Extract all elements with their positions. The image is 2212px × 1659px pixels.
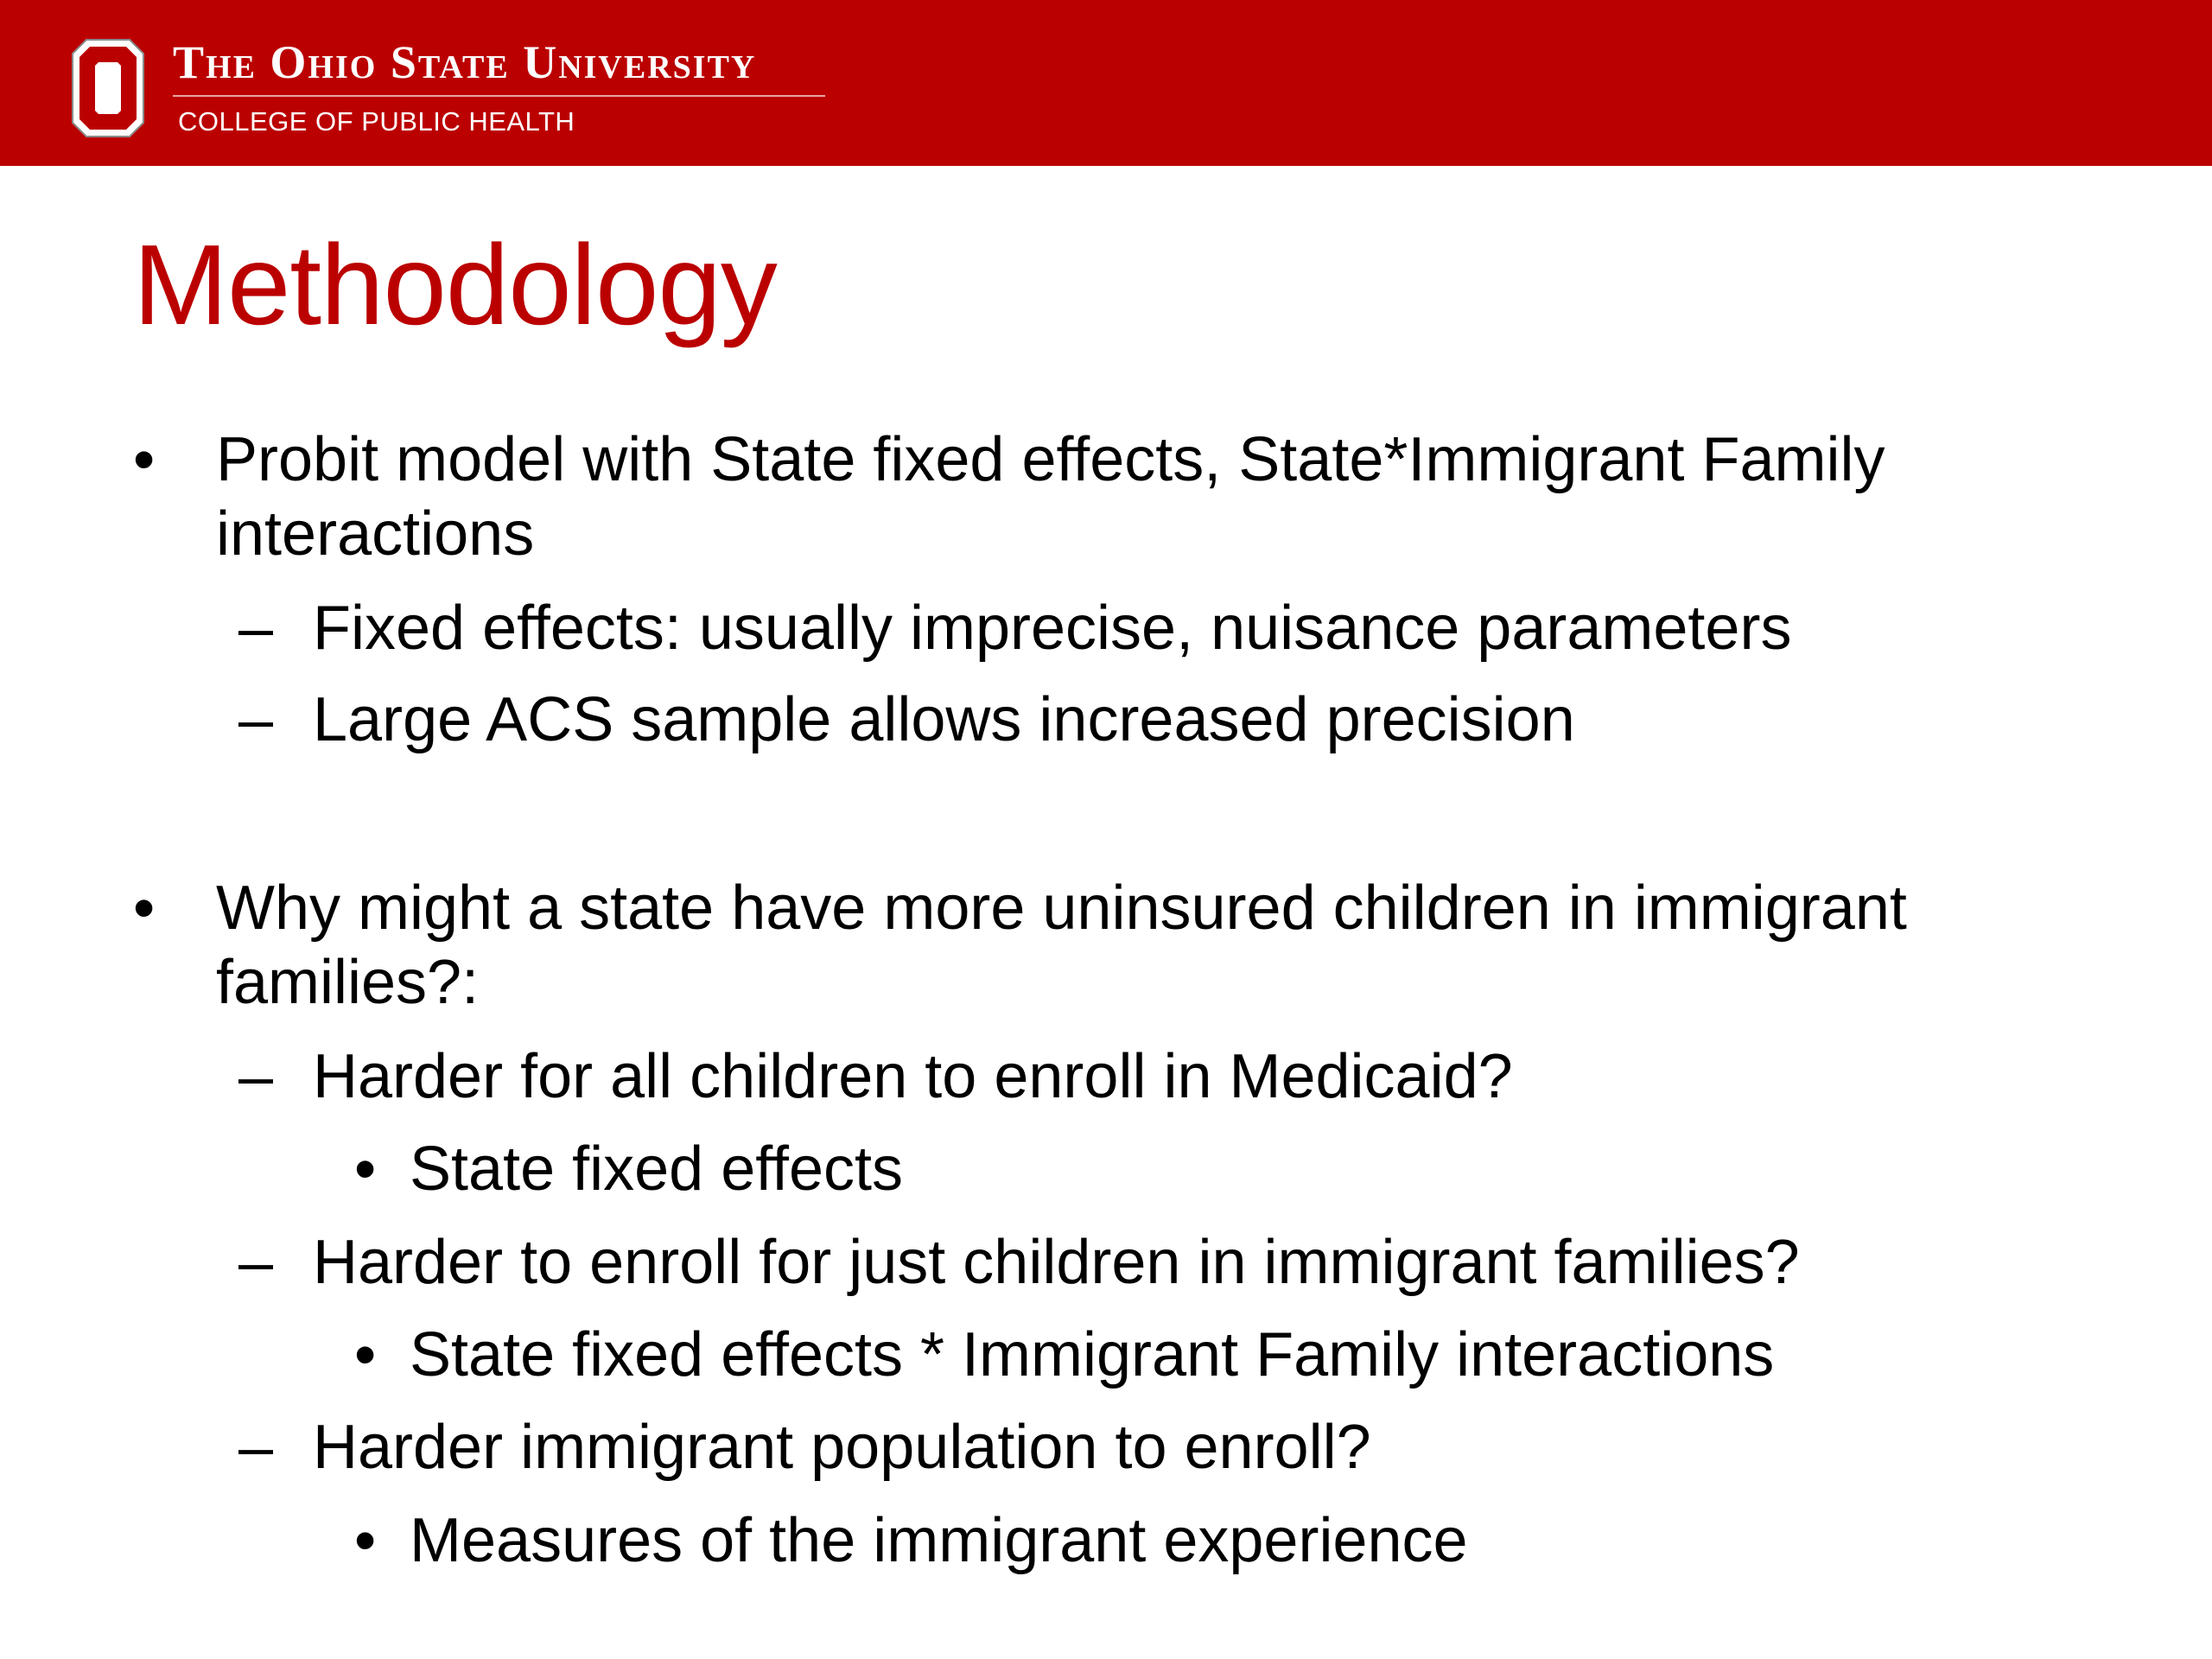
small-bullet-marker: • [354,1135,377,1204]
bullet-text: Why might a state have more uninsured children in immigrant [216,874,1907,943]
bullet-marker: • [133,874,156,943]
small-bullet-marker: • [354,1506,377,1575]
dash-marker: – [238,1413,274,1482]
bullet-marker: • [133,425,156,494]
college-name: COLLEGE OF PUBLIC HEALTH [178,106,575,137]
sub-sub-bullet-text: State fixed effects [410,1135,904,1204]
sub-bullet-text: Fixed effects: usually imprecise, nuisance parameters [313,594,1792,663]
sub-sub-bullet-text: Measures of the immigrant experience [410,1506,1468,1575]
bullet-text-continued: families?: [216,948,480,1017]
dash-marker: – [238,685,274,754]
dash-marker: – [238,594,274,663]
sub-bullet-text: Large ACS sample allows increased precision [313,685,1575,754]
dash-marker: – [238,1228,274,1297]
small-bullet-marker: • [354,1320,377,1389]
sub-bullet-text: Harder immigrant population to enroll? [313,1413,1371,1482]
dash-marker: – [238,1042,274,1111]
sub-bullet-text: Harder for all children to enroll in Medicaid? [313,1042,1513,1111]
university-name: The Ohio State University [173,36,757,88]
sub-bullet-text: Harder to enroll for just children in immigrant families? [313,1228,1800,1297]
bullet-text: Probit model with State fixed effects, State*Immigrant Family [216,425,1885,494]
sub-sub-bullet-text: State fixed effects * Immigrant Family interactions [410,1320,1775,1389]
bullet-text-continued: interactions [216,499,535,569]
slide-title: Methodology [133,221,777,348]
